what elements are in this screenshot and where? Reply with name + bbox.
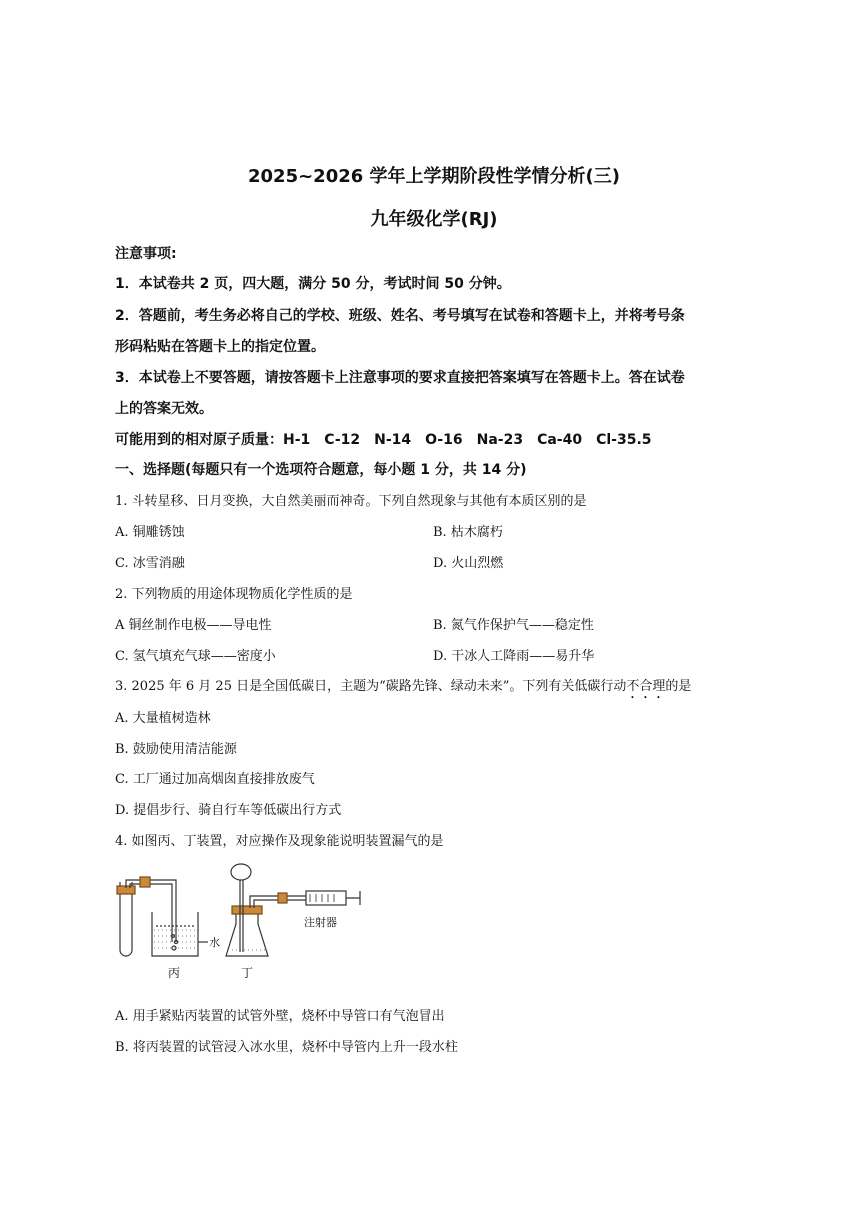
q1-option-d: D. 火山烈燃 — [433, 556, 504, 571]
note-2-cont: 形码粘贴在答题卡上的指定位置。 — [115, 339, 325, 355]
atomic-mass-line: 可能用到的相对原子质量：H-1 C-12 N-14 O-16 Na-23 Ca-40 Cl-35.5 — [115, 432, 652, 448]
q3-stem — [115, 675, 691, 702]
note-3-cont: 上的答案无效。 — [115, 401, 213, 417]
q3-stem-pre: 3. 2025 年 6 月 25 日是全国低碳日，主题为“碳路先锋、绿动未来”。下列有关低碳行动 — [115, 679, 627, 694]
q3-option-a: A. 大量植树造林 — [115, 711, 211, 726]
q2-option-a: A 铜丝制作电极——导电性 — [115, 618, 272, 633]
conical-flask — [226, 906, 268, 956]
q1-option-c: C. 冰雪消融 — [115, 556, 185, 571]
q4-option-a: A. 用手紧贴丙装置的试管外壁，烧杯中导管口有气泡冒出 — [115, 1009, 445, 1024]
q1-option-b: B. 枯木腐朽 — [433, 525, 503, 540]
beaker — [152, 912, 198, 956]
exam-title: 2025~2026 学年上学期阶段性学情分析(三) — [248, 166, 620, 187]
q2-stem: 2. 下列物质的用途体现物质化学性质的是 — [115, 587, 353, 602]
syringe — [306, 891, 360, 905]
q3-option-d: D. 提倡步行、骑自行车等低碳出行方式 — [115, 803, 342, 818]
q4-option-b: B. 将丙装置的试管浸入冰水里，烧杯中导管内上升一段水柱 — [115, 1040, 458, 1055]
notes-heading: 注意事项: — [115, 246, 177, 262]
q4-stem: 4. 如图丙、丁装置，对应操作及现象能说明装置漏气的是 — [115, 834, 444, 849]
q3-stem-emphasis: 不合理 — [626, 679, 666, 694]
test-tube — [117, 882, 135, 956]
label-syringe: 注射器 — [304, 916, 337, 929]
note-2: 2．答题前，考生务必将自己的学校、班级、姓名、考号填写在试卷和答题卡上，并将考号条 — [115, 308, 685, 324]
q4-apparatus-figure — [110, 860, 370, 990]
q2-option-b: B. 氮气作保护气——稳定性 — [433, 618, 594, 633]
q1-stem: 1. 斗转星移、日月变换，大自然美丽而神奇。下列自然现象与其他有本质区别的是 — [115, 494, 587, 509]
label-water: 水 — [209, 936, 220, 949]
q3-option-c: C. 工厂通过加高烟囱直接排放废气 — [115, 772, 315, 787]
label-ding: 丁 — [241, 966, 254, 980]
label-bing: 丙 — [168, 966, 181, 980]
rubber-connector — [140, 877, 150, 887]
exam-subtitle: 九年级化学(RJ) — [370, 209, 498, 230]
q2-option-d: D. 干冰人工降雨——易升华 — [433, 649, 595, 664]
q3-stem-post: 的是 — [665, 679, 692, 694]
note-3: 3．本试卷上不要答题，请按答题卡上注意事项的要求直接把答案填写在答题卡上。答在试卷 — [115, 370, 685, 386]
section1-heading: 一、选择题(每题只有一个选项符合题意，每小题 1 分，共 14 分) — [115, 462, 527, 478]
q1-option-a: A. 铜雕锈蚀 — [115, 525, 185, 540]
q2-option-c: C. 氢气填充气球——密度小 — [115, 649, 276, 664]
q3-option-b: B. 鼓励使用清洁能源 — [115, 742, 237, 757]
note-1: 1．本试卷共 2 页，四大题，满分 50 分，考试时间 50 分钟。 — [115, 276, 511, 292]
